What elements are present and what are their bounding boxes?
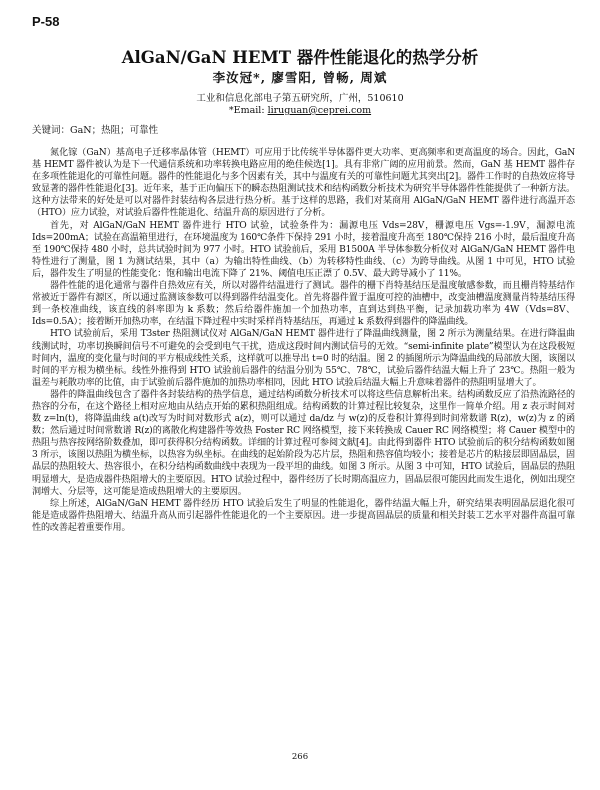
- paragraph-intro: 氮化镓（GaN）基高电子迁移率晶体管（HEMT）可应用于比传统半导体器件更大功率、更高频率和更高温度的场合。因此，GaN 基 HEMT 器件被认为是下一代通信系统和功率转换电路应用的绝佳候选[1]。具有非常广阔的应用前景。然而，GaN 基 HEMT 器件存在多项性能退化的可靠性问题。器件的性能退化与多个因素有关，其中与温度有关的可靠性问题尤其突出[2]。器件工作时的自热效应将导致显著的器件性能退化[3]。近年来，基于正向偏压下的瞬态热阻测试技术和结构函数分析技术为研究半导体器件性能提供了一种新方法。这种方法带来的好处是可以对器件封装结构各层进行热分析。基于这样的思路，我们对某商用 AlGaN/GaN HEMT 器件进行高温开态（HTO）应力试验，对试验后器件性能退化、结温升高的原因进行了分析。: [32, 148, 575, 219]
- email-link[interactable]: liruguan@ceprei.com: [267, 105, 372, 116]
- body-text: [32, 147, 575, 534]
- authors: 李汝冠*, 廖雪阳, 曾畅, 周斌: [212, 70, 388, 85]
- paragraph-hto-test: 首先，对 AlGaN/GaN HEMT 器件进行 HTO 试验，试验条件为：漏源电压 Vds=28V，栅源电压 Vgs=-1.9V，漏源电流 Ids=200mA；试验在高温箱里进行，在环境温度为 160℃条件下保持 291 小时，接着温度升高至 180℃保持 216 小时，最后温度升高至 190℃保持 480 小时，总共试验时间为 977 小时。HTO 试验前后，采用 B1500A 半导体参数分析仪对 AlGaN/GaN HEMT 器件电特性进行了测量，图 1 为测试结果，其中（a）为输出特性曲线、（b）为转移特性曲线、（c）为跨导曲线。从图 1 中可见，HTO 试验后，器件发生了明显的性能变化：饱和输出电流下降了 21%、阈值电压正漂了 0.5V、最大跨导减小了 11%。: [32, 220, 575, 279]
- paragraph-junction-temp: 器件性能的退化通常与器件自热效应有关，所以对器件结温进行了测试。器件的栅下肖特基结压是温度敏感参数，而且栅肖特基结作常被近于器件有源区，所以通过监测该参数可以得到器件结温变化。首先将器件置于温度可控的油槽中，改变油槽温度测量肖特基结压得到一条校准曲线，该直线的斜率即为 k 系数；然后给器件施加一个加热功率，直到达到热平衡，记录加载功率为 4W（Vds=8V、Ids=0.5A）；接着断开加热功率，在结温下降过程中实时采样肖特基结压，再通过 k 系数得到器件的降温曲线。: [32, 281, 575, 328]
- email-label: *Email:: [228, 105, 268, 116]
- paper-title: AlGaN/GaN HEMT 器件性能退化的热学分析: [121, 48, 479, 67]
- paragraph-conclusion: 综上所述，AlGaN/GaN HEMT 器件经历 HTO 试验后发生了明显的性能退化，器件结温大幅上升，研究结果表明固晶层退化很可能是造成器件热阻增大、结温升高从而引起器件性能退化的一个主要原因。进一步提高固晶层的质量和相关封装工艺水平对器件高温可靠性的改善起着重要作用。: [32, 498, 575, 533]
- paragraph-structure-function: 器件的降温曲线包含了器件各封装结构的热学信息，通过结构函数分析技术可以将这些信息解析出来。结构函数反应了沿热流路径的热容的分布，在这个路径上相对应地由从结点开始的累积热阻组成。结构函数的计算过程比较复杂，这里作一简单介绍。用 z 表示时间对数 z=ln(t)，将降温曲线 a(t)改写为时间对数形式 a(z)，则可以通过 da/dz 与 w(z)的反卷积计算得到时间常数谱 R(z)，w(z)为 z 的函数；然后通过时间常数谱 R(z)的离散化构建器件等效热 Foster RC 网络模型，接下来转换成 Cauer RC 网络模型；将 Cauer 模型中的热阻与热容按网络阶数叠加，即可获得积分结构函数。详细的计算过程可参阅文献[4]。由此得到器件 HTO 试验前后的积分结构函数如图 3 所示，该图以热阻为横坐标，以热容为纵坐标。在曲线的起始阶段为芯片层，热阻和热容值均较小；接着是芯片的粘接层即固晶层，固晶层的热阻较大、热容很小，在积分结构函数曲线中表现为一段平坦的曲线。如图 3 所示。从图 3 中可知，HTO 试验后，固晶层的热阻明显增大，是造成器件热阻增大的主要原因。HTO 试验过程中，器件经历了长时期高温应力，固晶层很可能因此而发生退化，例如出现空洞增大、分层等，这可能是造成热阻增大的主要原因。: [32, 389, 575, 497]
- keywords: 关键词：GaN；热阻；可靠性: [32, 125, 159, 136]
- page-id: P-58: [32, 14, 60, 29]
- paragraph-cooling-curve: HTO 试验前后，采用 T3ster 热阻测试仪对 AlGaN/GaN HEMT 器件进行了降温曲线测量，图 2 所示为测量结果。在进行降温曲线测试时，功率切换瞬间信号不可避免的会受到电气干扰，造成这段时间内测试信号的无效。“semi-infinite plate”模型认为在这段极短时间内，温度的变化量与时间的平方根成线性关系，这样就可以推导出 t=0 时的结温。图 2 的插图所示为降温曲线的局部放大图，该图以时间的平方根为横坐标。线性外推得到 HTO 试验前后器件的结温分别为 55℃、78℃，试验后器件结温大幅上升了 23℃。热阻一般为温差与耗散功率的比值，由于试验前后器件施加的加热功率相同，因此 HTO 试验后结温大幅上升意味着器件的热阻明显增大了。: [32, 329, 576, 388]
- email-line: [0, 105, 600, 116]
- page-number: 266: [291, 752, 309, 762]
- affiliation: 工业和信息化部电子第五研究所，广州，510610: [196, 93, 404, 104]
